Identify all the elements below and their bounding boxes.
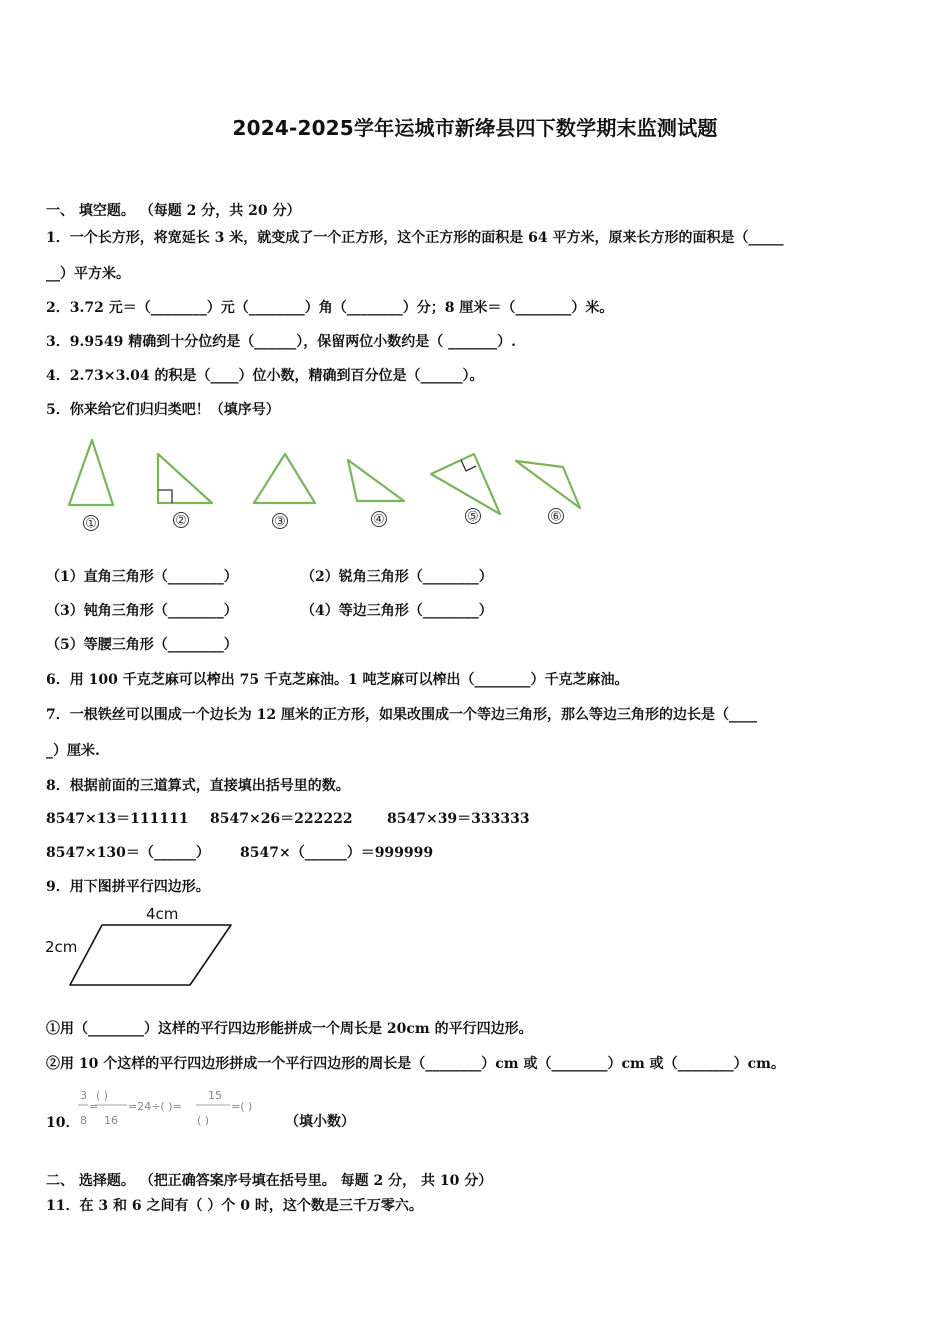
fraction-2-numerator: ( ) [96,1089,109,1102]
section-1-heading: 一、 填空题。 （每题 2 分，共 20 分） [46,203,301,219]
question-5-blank-isosceles: （5）等腰三角形（________） [46,637,238,653]
fraction-1-denominator: 8 [80,1114,87,1127]
question-5-blank-obtuse: （3）钝角三角形（________） [46,603,238,619]
question-10-number: 10． [46,1115,80,1131]
section-2-heading: 二、 选择题。 （把正确答案序号填在括号里。 每题 2 分， 共 10 分） [46,1173,493,1189]
equation-2: 8547×26＝222222 [210,811,353,827]
question-9-stem: 9．用下图拼平行四边形。 [46,879,210,895]
fraction-2-denominator: 16 [104,1114,118,1127]
parallelogram-top-label: 4cm [146,905,179,923]
question-9-sub-2: ②用 10 个这样的平行四边形拼成一个平行四边形的周长是（________）cm 或（________）cm 或（________）cm。 [46,1056,785,1072]
parallelogram [70,925,231,985]
parallelogram-side-label: 2cm [45,938,78,956]
shape-label-2: ② [175,513,187,529]
fraction-1-numerator: 3 [80,1089,87,1102]
triangle-5 [431,454,500,514]
question-7-line-1: 7．一根铁丝可以围成一个边长为 12 厘米的正方形，如果改围成一个等边三角形，那么等边三角形的边长是（____ [46,707,757,723]
triangle-3 [254,454,315,503]
right-angle-mark-5 [461,460,476,471]
shape-label-3: ③ [274,514,286,530]
question-8-stem: 8．根据前面的三道算式，直接填出括号里的数。 [46,778,350,794]
question-5-stem: 5．你来给它们归归类吧！（填序号） [46,402,280,418]
triangle-4 [348,460,404,501]
fraction-3-numerator: 15 [208,1089,222,1102]
question-5-blank-acute: （2）锐角三角形（________） [301,569,493,585]
question-2: 2．3.72 元＝（________）元（________）角（________）分；8 厘米＝（________）米。 [46,300,614,316]
right-angle-mark-2 [158,490,172,503]
shape-label-6: ⑥ [550,509,562,525]
page-title: 2024-2025学年运城市新绛县四下数学期末监测试题 [232,116,718,140]
shape-label-4: ④ [373,512,385,528]
question-10-hint: （填小数） [285,1114,355,1130]
triangle-2 [158,454,212,503]
question-4: 4．2.73×3.04 的积是（____）位小数，精确到百分位是（______）。 [46,368,484,384]
equation-5: 8547×（______）＝999999 [240,845,434,861]
question-1-line-1: 1．一个长方形，将宽延长 3 米，就变成了一个正方形，这个正方形的面积是 64 平方米，原来长方形的面积是（_____ [46,230,784,246]
fraction-3-denominator: ( ) [197,1114,210,1127]
equation-3: 8547×39＝333333 [387,811,530,827]
equation-1: 8547×13＝111111 [46,811,189,827]
question-9-sub-1: ①用（________）这样的平行四边形能拼成一个周长是 20cm 的平行四边形。 [46,1021,533,1037]
question-5-blank-right: （1）直角三角形（________） [46,569,238,585]
division-expression: =24÷( )= [128,1100,182,1113]
question-10-equation [76,1084,281,1134]
shape-label-5: ⑤ [467,509,479,525]
shape-label-1: ① [85,516,97,532]
question-3: 3．9.9549 精确到十分位约是（______），保留两位小数约是（ _______）. [46,334,516,350]
equals-sign-1: = [89,1100,99,1113]
decimal-blank: =( ) [231,1100,253,1113]
equation-4: 8547×130＝（______） [46,845,210,861]
question-11: 11．在 3 和 6 之间有（ ）个 0 时，这个数是三千万零六。 [46,1198,423,1214]
question-7-line-2: _）厘米. [46,743,100,759]
question-1-line-2: __）平方米。 [46,266,130,282]
triangle-6 [516,461,580,508]
parallelogram-figure [30,900,260,995]
question-5-blank-equilateral: （4）等边三角形（________） [301,603,493,619]
question-6: 6．用 100 千克芝麻可以榨出 75 千克芝麻油。1 吨芝麻可以榨出（________）千克芝麻油。 [46,672,629,688]
triangle-figures [0,430,950,540]
triangle-1 [69,440,113,505]
